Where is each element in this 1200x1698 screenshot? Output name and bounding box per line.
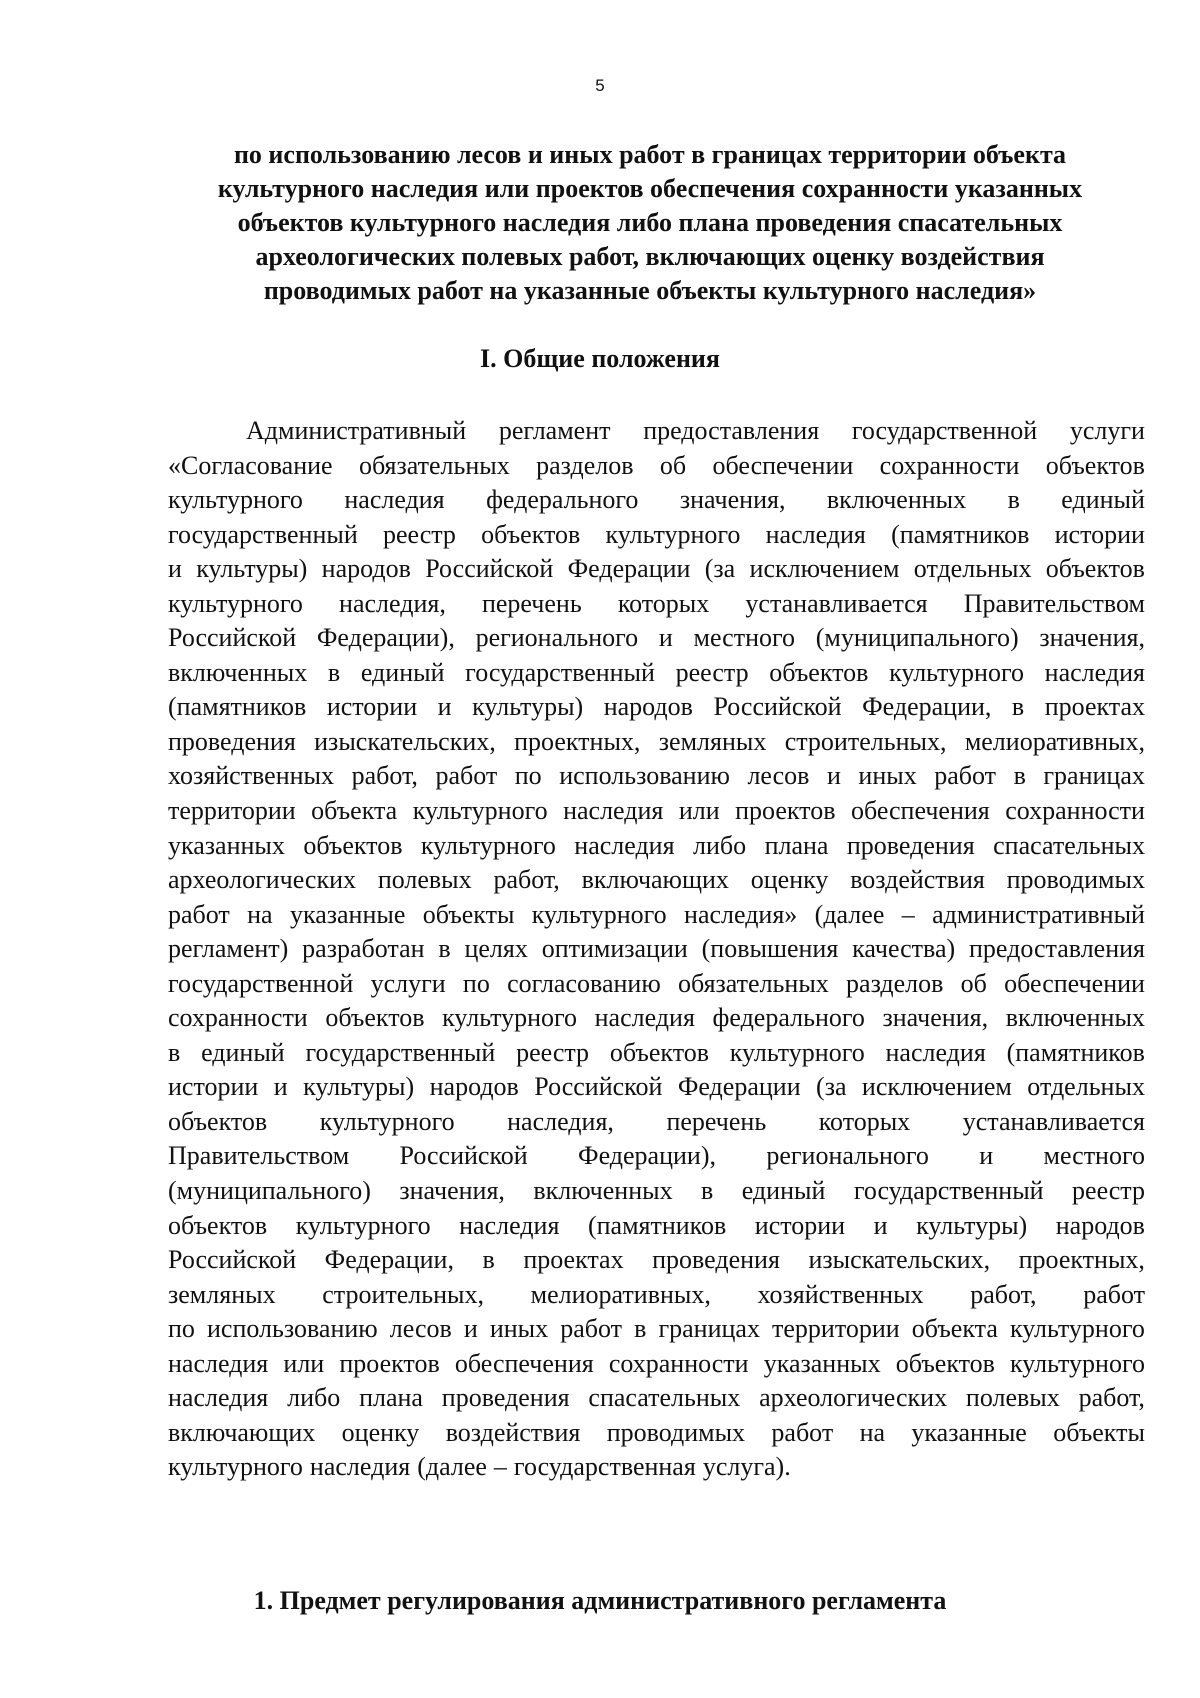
subsection-heading: 1. Предмет регулирования административного регламента [253,1586,947,1615]
word: в [701,1176,714,1206]
word: объектов [168,1106,268,1136]
word: федерального [712,1003,865,1033]
paragraph-line [168,621,1145,656]
word: культурного [295,1210,431,1240]
paragraph-line [168,863,1145,898]
word: или [678,796,720,826]
word: государственной [851,416,1038,445]
word: регионального [766,1141,929,1171]
word: объекта [911,1314,998,1344]
word: культурного [420,830,556,860]
word: истории [168,1072,259,1102]
word: обеспечении [712,450,854,480]
word: культурного [168,588,303,618]
word: исключением [749,554,900,584]
word: культурного [442,1003,578,1033]
word: в [438,934,451,964]
word: объектов [168,1210,268,1240]
word: работ [435,761,498,791]
word: и [273,1072,288,1102]
word: проведения [168,726,296,756]
word: плана [359,1383,423,1413]
word: наследия, [339,588,446,618]
word: народов [1055,1210,1145,1240]
word: полевых [965,1383,1060,1413]
word: Федерации), [578,1141,716,1171]
word: (памятников [891,519,1030,549]
word: хозяйственных [757,1279,924,1309]
word: разработан [302,934,425,964]
word: либо [287,1383,341,1413]
word: устанавливается [745,588,928,618]
word: наследия [168,1348,269,1378]
paragraph-line [168,1174,1145,1209]
word: использованию [559,761,730,791]
word: культуры) [196,554,308,584]
word: и [437,692,452,722]
word: строительных, [784,726,947,756]
word: сохранности [1005,796,1145,826]
word: работ [934,761,997,791]
word: единый [1061,485,1145,515]
word: (за [704,554,736,584]
word: в [168,1037,181,1067]
word: культурного [889,657,1024,687]
word: земляных [168,1279,276,1309]
word: значения, [1039,623,1145,653]
word: иных [858,761,917,791]
word: культурного [319,1106,455,1136]
word: использованию [207,1314,378,1344]
word: (памятников [168,692,307,722]
word: (памятников [587,1210,727,1240]
word: сохранности [879,450,1020,480]
word: работ, [351,761,418,791]
word: реестр [382,519,456,549]
word: (за [816,1072,847,1102]
word: наследия [574,830,675,860]
word: услуги [370,968,446,998]
word: границах [658,1314,760,1344]
word: или [283,1348,325,1378]
word: проектов [735,796,836,826]
word: по [462,968,490,998]
word: и [979,1141,994,1171]
word: отдельных [913,554,1032,584]
title-line: археологических полевых работ, включающих оценку воздействия [255,242,1045,271]
word: включающих [168,1417,316,1447]
word: обязательных [678,968,829,998]
word: изыскательских, [314,726,496,756]
paragraph-line [168,1139,1145,1174]
word: по [514,761,542,791]
word: Административный [246,416,467,445]
word: Российской [168,1245,297,1275]
word: культурного [1010,1348,1145,1378]
word: наследия [344,485,445,515]
word: (повышения [701,934,839,964]
word: объекта [311,796,398,826]
word: проектах [523,1245,624,1275]
document-title [160,138,1140,308]
word: воздействия [850,865,985,895]
word: Федерации), [316,623,455,653]
word: работ, [1078,1383,1145,1413]
word: проведения [652,1245,780,1275]
body-paragraph [168,414,1145,1485]
word: (памятников [1006,1037,1145,1067]
paragraph-line [168,1036,1145,1071]
word: наследия [309,1452,411,1482]
paragraph-line [168,932,1145,967]
word: по [168,1314,195,1344]
word: объектов [481,519,581,549]
word: мелиоративных, [964,726,1145,756]
word: проектов [339,1348,440,1378]
word: наследия [885,1037,986,1067]
word: включенных [168,657,308,687]
word: значения, [679,485,786,515]
word: на [247,899,273,929]
word: указанных [168,830,285,860]
word: обеспечении [1004,968,1145,998]
word: услуга). [702,1452,791,1482]
word: в [1011,692,1025,722]
word: культуры) [916,1210,1028,1240]
paragraph-line [168,1070,1145,1105]
word: работ [771,1417,834,1447]
word: археологических [759,1383,948,1413]
word: проводимых [1006,865,1145,895]
word: иных [489,1314,549,1344]
word: и [168,554,182,584]
word: спасательных [993,830,1145,860]
paragraph-line [168,414,1145,449]
word: значения, [399,1176,505,1206]
word: государственный [305,1037,496,1067]
word: включающих [581,865,729,895]
word: работ, [493,865,560,895]
word: культурного [729,1037,865,1067]
word: отдельных [1027,1072,1145,1102]
section-heading: I. Общие положения [480,344,720,373]
word: услуги [1069,416,1145,445]
word: работ [560,1314,623,1344]
word: хозяйственных [168,761,335,791]
word: спасательных [588,1383,741,1413]
word: объектов [325,1003,425,1033]
word: качества) [852,934,956,964]
title-line: проводимых работ на указанные объекты культурного наследия» [263,276,1037,305]
word: включенных [1005,1003,1145,1033]
paragraph-line [168,1243,1145,1278]
word: Федерации, [862,692,992,722]
word: лесов [389,1314,452,1344]
word: объектов [1045,554,1145,584]
word: «Согласование [168,450,333,480]
word: истории [754,1210,846,1240]
word: Правительством [168,1141,350,1171]
word: объекты [422,899,515,929]
paragraph-line [168,898,1145,933]
word: обеспечения [850,796,990,826]
word: которых [818,1106,911,1136]
word: (далее [814,899,885,929]
paragraph-line [168,1450,1145,1485]
paragraph-line [168,759,1145,794]
word: государственный [168,519,358,549]
word: наследия [594,1003,695,1033]
word: проектных, [1018,1245,1145,1275]
word: целях [464,934,528,964]
word: – [493,1452,507,1482]
word: реестр [675,657,749,687]
word: проектах [1044,692,1145,722]
word: наследия, [507,1106,614,1136]
word: территории [772,1314,900,1344]
word: и [463,1314,478,1344]
word: единый [201,1037,285,1067]
word: проведения [441,1383,570,1413]
word: в [634,1314,647,1344]
word: административный [932,899,1145,929]
word: устанавливается [962,1106,1145,1136]
word: оценку [750,865,829,895]
word: культуры) [472,692,584,722]
word: полевых [377,865,472,895]
word: Федерации, [324,1245,454,1275]
word: мелиоративных, [530,1279,711,1309]
word: наследия [459,1210,560,1240]
word: Российской [399,1141,528,1171]
word: – [901,899,915,929]
word: границах [1043,761,1145,791]
word: работ [1083,1279,1145,1309]
word: объекты [1053,1417,1145,1447]
word: истории [1054,519,1145,549]
paragraph-line [168,829,1145,864]
word: оценку [341,1417,420,1447]
word: территории [168,796,296,826]
paragraph-line [168,656,1145,691]
word: перечень [666,1106,767,1136]
word: народов [321,554,411,584]
word: об [659,450,687,480]
word: (муниципального) [168,1176,371,1206]
word: (далее [417,1452,487,1482]
word: и [658,623,673,653]
word: либо [693,830,747,860]
word: указанных [763,1348,881,1378]
word: археологических [168,865,356,895]
word: Федерации [567,554,691,584]
paragraph-line [168,1105,1145,1140]
word: в [482,1245,495,1275]
word: культурного [168,1452,303,1482]
word: обязательных [358,450,510,480]
paragraph-line [168,483,1145,518]
word: объектов [1045,450,1145,480]
word: земляных [658,726,767,756]
word: регламент [498,416,611,445]
word: проектных, [514,726,641,756]
word: наследия» [684,899,798,929]
word: государственной [168,968,354,998]
word: сохранности [168,1003,308,1033]
title-line: объектов культурного наследия либо плана проведения спасательных [237,208,1063,237]
paragraph-line [168,1347,1145,1382]
paragraph-line [168,967,1145,1002]
word: предоставления [969,934,1145,964]
word: воздействия [445,1417,581,1447]
word: Правительством [963,588,1145,618]
word: реестр [516,1037,590,1067]
paragraph-line [168,690,1145,725]
title-line: культурного наследия или проектов обеспечения сохранности указанных [217,174,1083,203]
paragraph-line [168,552,1145,587]
paragraph-line [168,1209,1145,1244]
word: на [859,1417,886,1447]
word: согласованию [507,968,661,998]
word: проводимых [606,1417,746,1447]
word: культурного [168,485,303,515]
word: предоставления [643,416,820,445]
word: (муниципального) [815,623,1019,653]
word: исключением [861,1072,1012,1102]
word: в [327,657,341,687]
word: изыскательских, [808,1245,991,1275]
word: народов [429,1072,519,1102]
word: местного [693,623,796,653]
word: единый [360,657,445,687]
paragraph-line [168,1278,1145,1313]
word: и [826,761,841,791]
word: истории [326,692,418,722]
word: которых [617,588,710,618]
word: и [873,1210,888,1240]
word: реестр [1072,1176,1145,1206]
word: сохранности [608,1348,749,1378]
word: плана [764,830,829,860]
word: единый [741,1176,826,1206]
paragraph-line [168,1381,1145,1416]
paragraph-line [168,518,1145,553]
word: в [1013,761,1026,791]
word: регламент) [168,934,289,964]
paragraph-line [168,1416,1145,1451]
word: государственная [513,1452,696,1482]
word: об [960,968,987,998]
word: регионального [475,623,639,653]
paragraph-line [168,1001,1145,1036]
word: разделов [536,450,634,480]
word: в [1007,485,1020,515]
word: наследия [563,796,664,826]
word: объектов [609,1037,709,1067]
word: культурного [1009,1314,1145,1344]
paragraph-line [168,1312,1145,1347]
word: наследия [1044,657,1145,687]
word: Федерации [677,1072,801,1102]
word: культурного [605,519,741,549]
word: перечень [481,588,582,618]
word: объектов [769,657,869,687]
word: работ, [970,1279,1037,1309]
word: указанные [911,1417,1027,1447]
word: включенных [826,485,967,515]
word: разделов [846,968,944,998]
word: лесов [747,761,810,791]
word: государственный [465,657,655,687]
word: культуры) [303,1072,415,1102]
word: государственный [853,1176,1044,1206]
paragraph-line [168,794,1145,829]
word: обеспечения [454,1348,594,1378]
word: наследия [168,1383,269,1413]
title-line: по использованию лесов и иных работ в границах территории объекта [233,140,1067,169]
word: Российской [168,623,297,653]
paragraph-line [168,449,1145,484]
page-number: 5 [595,76,605,95]
word: строительных, [322,1279,485,1309]
word: объектов [895,1348,995,1378]
paragraph-line [168,587,1145,622]
paragraph-line [168,725,1145,760]
word: Российской [425,554,554,584]
word: объектов [303,830,403,860]
word: Российской [713,692,842,722]
word: культурного [531,899,667,929]
word: культурного [412,796,548,826]
word: федерального [486,485,639,515]
word: народов [603,692,693,722]
word: проведения [846,830,975,860]
word: указанные [289,899,406,929]
word: местного [1043,1141,1145,1171]
word: значения, [882,1003,989,1033]
word: наследия [765,519,866,549]
word: включенных [533,1176,673,1206]
word: работ [168,899,230,929]
word: оптимизации [541,934,688,964]
word: Российской [534,1072,663,1102]
